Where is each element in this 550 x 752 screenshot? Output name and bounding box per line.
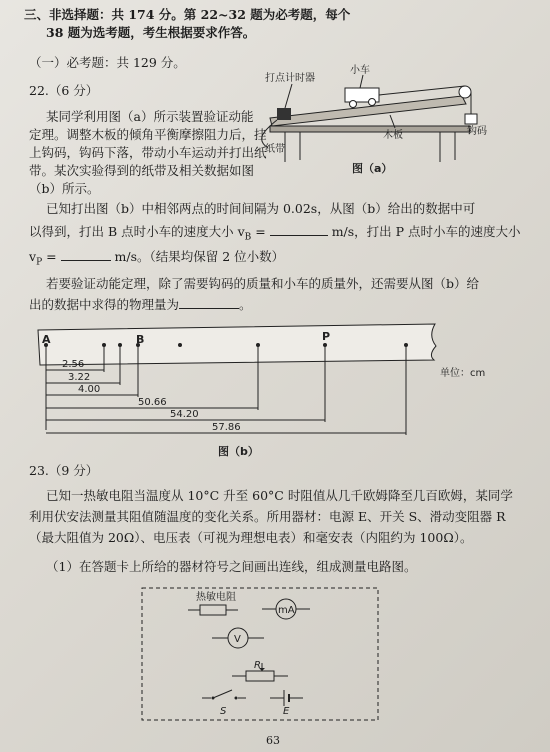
- label-e: E: [283, 706, 290, 717]
- label-board: 木板: [383, 130, 403, 141]
- dist-label: 3.22: [68, 372, 91, 383]
- label-ma: mA: [278, 605, 295, 616]
- speed-p-unit: m/s。（结果均保留 2 位小数）: [110, 249, 285, 264]
- dashed-box: [142, 588, 378, 720]
- q23-para-line: 利用伏安法测量其阻值随温度的变化关系。所用器材：电源 E、开关 S、滑动变阻器 R: [29, 509, 506, 524]
- speed-p-v: v: [29, 249, 37, 264]
- label-tape: 纸带: [265, 144, 285, 155]
- label-point-a: A: [42, 333, 51, 346]
- dist-label: 4.00: [78, 384, 101, 395]
- extra-text: 出的数据中求得的物理量为: [29, 297, 180, 312]
- dist-label: 57.86: [212, 422, 241, 433]
- speed-p-eq: =: [42, 249, 61, 264]
- dist-label: 54.20: [170, 409, 199, 420]
- rheostat-symbol: [246, 671, 274, 681]
- q23-subquestion-1: （1）在答题卡上所给的器材符号之间画出连线，组成测量电路图。: [46, 559, 417, 574]
- q22-para-line: （b）所示。: [29, 181, 100, 196]
- thermistor-symbol: [200, 605, 226, 615]
- label-point-p: P: [322, 330, 331, 343]
- label-thermistor: 热敏电阻: [196, 592, 236, 603]
- switch-contact: [235, 697, 238, 700]
- speed-b-text: 以得到，打出 B 点时小车的速度大小 v: [29, 224, 245, 239]
- q23-para-line: （最大阻值为 20Ω）、电压表（可视为理想电表）和毫安表（内阻约为 100Ω）。: [29, 530, 473, 545]
- section-header-line2: 38 题为选考题，考生根据要求作答。: [46, 25, 256, 40]
- label-cart: 小车: [350, 65, 370, 76]
- unit-label: 单位：cm: [440, 368, 486, 379]
- speed-b-unit: m/s，打出 P 点时小车的速度大小: [327, 224, 521, 239]
- q23-number: 23.（9 分）: [29, 463, 99, 478]
- label-weight: 钩码: [467, 126, 487, 137]
- speed-p-sub: P: [36, 257, 43, 268]
- q22-para-line: 上钩码，钩码下落，带动小车运动并打出纸: [29, 145, 267, 160]
- page-number: 63: [266, 734, 280, 747]
- label-s: S: [220, 706, 227, 717]
- q23-para-line: 已知一热敏电阻当温度从 10°C 升至 60°C 时阻值从几千欧姆降至几百欧姆，某同学: [46, 488, 513, 503]
- dist-label: 2.56: [62, 359, 85, 370]
- q22-interval-line: 已知打出图（b）中相邻两点的时间间隔为 0.02s，从图（b）给出的数据中可: [46, 201, 476, 216]
- label-timer: 打点计时器: [265, 73, 315, 84]
- label-v: V: [234, 634, 241, 645]
- extra-end: 。: [239, 297, 252, 312]
- q22-para-line: 定理。调整木板的倾角平衡摩擦阻力后，挂: [29, 127, 267, 142]
- required-section: （一）必考题：共 129 分。: [29, 55, 186, 70]
- q22-number: 22.（6 分）: [29, 83, 99, 98]
- section-header-line1: 三、非选择题：共 174 分。第 22~32 题为必考题，每个: [24, 7, 351, 22]
- figure-a-caption: 图（a）: [352, 162, 393, 175]
- q22-extra-line1: 若要验证动能定理，除了需要钩码的质量和小车的质量外，还需要从图（b）给: [46, 276, 480, 291]
- speed-b-eq: =: [251, 224, 270, 239]
- label-point-b: B: [136, 333, 145, 346]
- label-r: R: [254, 660, 261, 671]
- figure-b-caption: 图（b）: [218, 445, 259, 458]
- q22-para-line: 某同学利用图（a）所示装置验证动能: [46, 109, 254, 124]
- dist-label: 50.66: [138, 397, 167, 408]
- q22-para-line: 带。某次实验得到的纸带及相关数据如图: [29, 163, 255, 178]
- speed-b-sub: B: [244, 232, 252, 243]
- switch-blade: [213, 690, 232, 698]
